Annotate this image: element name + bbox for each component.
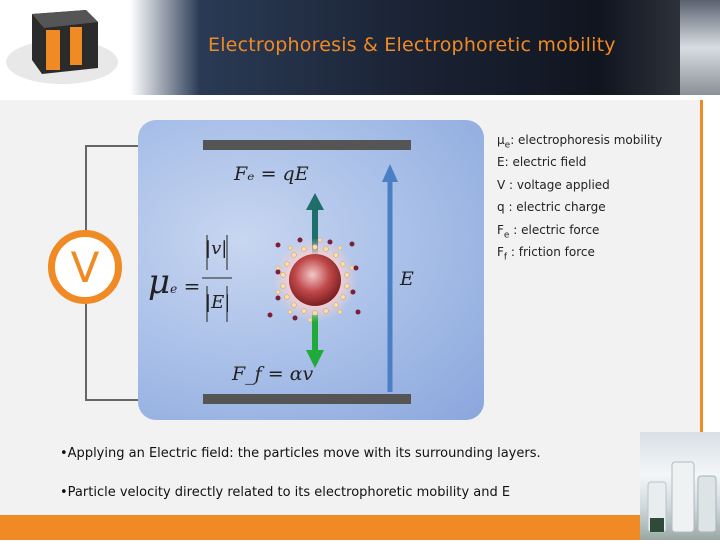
bullet-point: •Applying an Electric field: the particles move with its surrounding layers. (60, 446, 541, 461)
friction-force-arrow (306, 315, 324, 368)
electric-force-equation (234, 163, 309, 185)
symbol-legend (497, 132, 662, 266)
legend-item: $F_e$ : electric force (497, 222, 600, 240)
voltage-source: V (48, 230, 122, 304)
charged-particle (273, 238, 357, 322)
legend-item: V : voltage applied (497, 177, 610, 192)
field-magnitude: |E| (205, 292, 231, 313)
mobility-numerator (205, 238, 227, 259)
electric-force-text: Fₑ = qE (234, 163, 309, 185)
mu-symbol: μ (148, 262, 171, 302)
velocity-magnitude: |v| (205, 238, 228, 259)
legend-item: q : electric charge (497, 200, 606, 215)
field-label-text: E (400, 268, 414, 290)
field-label (400, 268, 414, 290)
page-title: Electrophoresis & Electrophoretic mobility (208, 34, 616, 56)
legend-item: $F_f$ : friction force (497, 244, 595, 263)
field-arrow (382, 164, 398, 392)
mobility-symbol: μe = (148, 262, 201, 302)
mobility-denominator (205, 292, 230, 313)
friction-force-text: F_f = αv (232, 363, 314, 385)
friction-force-equation (232, 363, 313, 385)
legend-item: E: electric field (497, 155, 587, 170)
mu-subscript: e (170, 282, 178, 296)
bullet-point: •Particle velocity directly related to its electrophoretic mobility and E (60, 485, 511, 500)
legend-item: $\mu_e$: electrophoresis mobility (497, 133, 663, 151)
